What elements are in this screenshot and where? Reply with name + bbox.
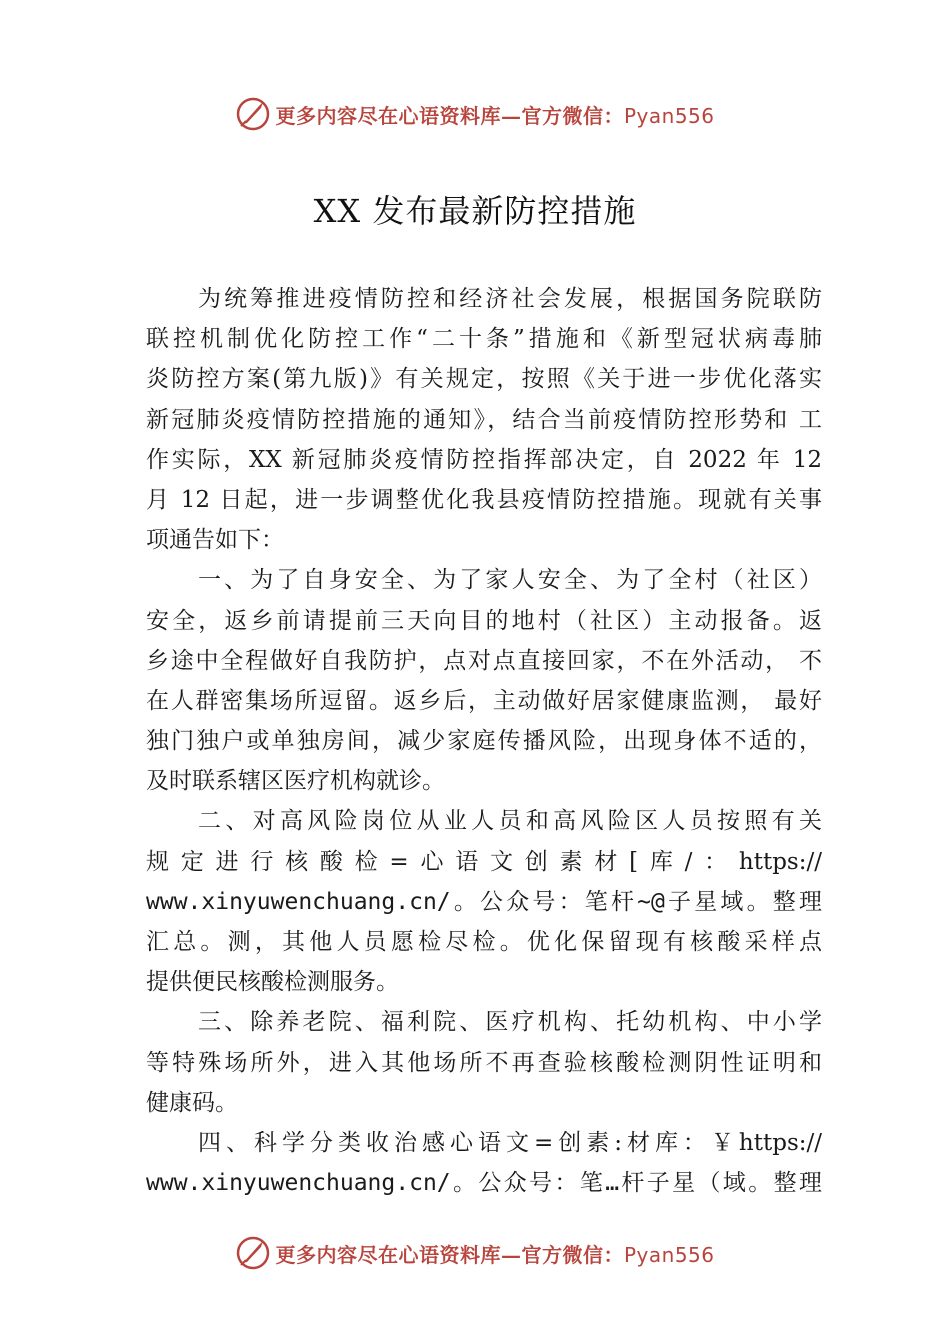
paragraph-line: 月 12 日起，进一步调整优化我县疫情防控措施。现就有关事 [146,486,822,513]
paragraph-line: www.xinyuwenchuang.cn/。公众号：笔…杆子星（域。整理 [146,1170,822,1197]
paragraph-line: www.xinyuwenchuang.cn/。公众号：笔杆~@子星域。整理 [146,888,822,915]
paragraph-line: 提供便民核酸检测服务。 [146,969,399,996]
watermark-text: 更多内容尽在心语资料库—官方微信：Pyan556 [275,1242,715,1267]
paragraph-line: 为统筹推进疫情防控和经济社会发展，根据国务院联防 [198,286,822,312]
watermark-banner-top [0,94,950,134]
paragraph-line: 作实际，XX 新冠肺炎疫情防控指挥部决定，自 2022 年 12 [146,446,822,473]
paragraph-line: 项通告如下： [146,527,284,554]
document-body [146,279,822,1203]
paragraph-line: 及时联系辖区医疗机构就诊。 [146,768,445,795]
paragraph-line: 安全，返乡前请提前三天向目的地村（社区）主动报备。返 [146,607,822,634]
paragraph-line: 独门独户或单独房间，减少家庭传播风险，出现身体不适的， [146,728,822,755]
paragraph-line: 规定进行核酸检=心语文创素材[库/：https:// [146,848,822,875]
paragraph-line: 在人群密集场所逗留。返乡后，主动做好居家健康监测， 最好 [146,687,822,714]
paragraph-line: 四、科学分类收治感心语文=创素:材库：￥https:// [198,1129,822,1156]
document-title: XX 发布最新防控措施 [313,192,637,230]
paragraph-line: 健康码。 [146,1089,238,1116]
paragraph-line: 联控机制优化防控工作“二十条”措施和《新型冠状病毒肺 [146,326,822,353]
watermark-banner-bottom [0,1233,950,1273]
quill-pen-logo-icon [235,96,271,132]
paragraph-line: 新冠肺炎疫情防控措施的通知》，结合当前疫情防控形势和 工 [146,406,822,433]
quill-pen-logo-icon [235,1235,271,1271]
paragraph-line: 等特殊场所外，进入其他场所不再查验核酸检测阴性证明和 [146,1049,822,1076]
paragraph-line: 炎防控方案(第九版)》有关规定，按照《关于进一步优化落实 [146,366,822,393]
paragraph-line: 三、除养老院、福利院、医疗机构、托幼机构、中小学 [198,1009,822,1036]
paragraph-line: 汇总。测，其他人员愿检尽检。优化保留现有核酸采样点 [146,929,822,955]
paragraph-line: 一、为了自身安全、为了家人安全、为了全村（社区） [198,567,822,594]
paragraph-line: 乡途中全程做好自我防护，点对点直接回家，不在外活动， 不 [146,647,822,674]
watermark-text: 更多内容尽在心语资料库—官方微信：Pyan556 [275,103,715,128]
paragraph-line: 二、对高风险岗位从业人员和高风险区人员按照有关 [198,808,822,835]
